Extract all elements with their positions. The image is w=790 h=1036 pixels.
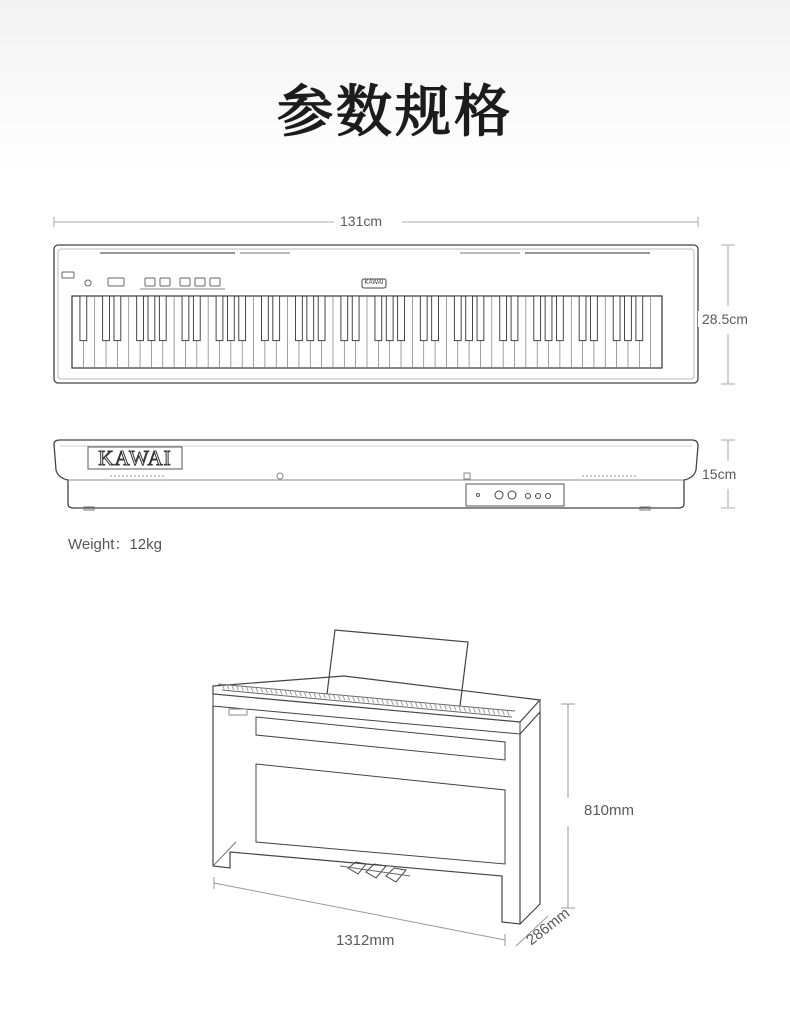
stand-key-line bbox=[454, 706, 456, 711]
piano-depth-label: 28.5cm bbox=[698, 311, 752, 327]
kawai-small-logo: KAWAI bbox=[364, 280, 384, 286]
black-key bbox=[591, 296, 598, 341]
black-key bbox=[613, 296, 620, 341]
stand-key-line bbox=[367, 698, 369, 703]
black-key bbox=[375, 296, 382, 341]
black-key bbox=[227, 296, 234, 341]
stand-key-line bbox=[401, 701, 403, 706]
black-key bbox=[182, 296, 189, 341]
weight-label: Weight：12kg bbox=[68, 536, 162, 553]
stand-height-label: 810mm bbox=[580, 802, 638, 819]
stand-key-line bbox=[420, 702, 422, 707]
stand-key-line bbox=[464, 707, 466, 712]
black-key bbox=[296, 296, 303, 341]
stand-key-line bbox=[507, 711, 509, 716]
stand-key-line bbox=[353, 696, 355, 701]
stand-key-line bbox=[502, 710, 504, 715]
black-key bbox=[307, 296, 314, 341]
piano-width-label: 131cm bbox=[336, 213, 386, 229]
stand-key-line bbox=[488, 709, 490, 714]
stand-key-line bbox=[382, 699, 384, 704]
piano-height-label: 15cm bbox=[698, 466, 740, 482]
stand-key-line bbox=[498, 710, 500, 715]
black-key bbox=[420, 296, 427, 341]
black-key bbox=[114, 296, 121, 341]
black-key bbox=[500, 296, 507, 341]
black-key bbox=[534, 296, 541, 341]
black-key bbox=[386, 296, 393, 341]
black-key bbox=[261, 296, 268, 341]
stand-key-line bbox=[459, 706, 461, 711]
stand-key-line bbox=[478, 708, 480, 713]
stand-key-line bbox=[430, 703, 432, 708]
black-key bbox=[454, 296, 461, 341]
black-key bbox=[103, 296, 110, 341]
black-key bbox=[352, 296, 359, 341]
black-key bbox=[477, 296, 484, 341]
stand-key-line bbox=[425, 703, 427, 708]
black-key bbox=[466, 296, 473, 341]
top-view-drawing bbox=[54, 217, 735, 384]
black-key bbox=[239, 296, 246, 341]
stand-drawing bbox=[213, 630, 575, 946]
stand-key-line bbox=[377, 698, 379, 703]
stand-key-line bbox=[473, 707, 475, 712]
stand-width-label: 1312mm bbox=[332, 932, 398, 949]
stand-depth-label: 286mm bbox=[523, 904, 574, 949]
stand-key-line bbox=[493, 709, 495, 714]
black-key bbox=[193, 296, 200, 341]
stand-key-line bbox=[435, 704, 437, 709]
stand-key-line bbox=[372, 698, 374, 703]
stand-key-line bbox=[357, 697, 359, 702]
black-key bbox=[148, 296, 155, 341]
stand-key-line bbox=[444, 705, 446, 710]
black-key bbox=[341, 296, 348, 341]
stand-key-line bbox=[386, 699, 388, 704]
stand-key-line bbox=[415, 702, 417, 707]
black-key bbox=[636, 296, 643, 341]
page-title: 参数规格 bbox=[277, 80, 513, 145]
black-key bbox=[159, 296, 166, 341]
stand-key-line bbox=[449, 705, 451, 710]
black-key bbox=[216, 296, 223, 341]
stand-key-line bbox=[362, 697, 364, 702]
stand-key-line bbox=[483, 708, 485, 713]
stand-key-line bbox=[469, 707, 471, 712]
black-key bbox=[556, 296, 563, 341]
black-key bbox=[625, 296, 632, 341]
stand-key-line bbox=[440, 704, 442, 709]
black-key bbox=[545, 296, 552, 341]
stand-key-line bbox=[391, 700, 393, 705]
black-key bbox=[579, 296, 586, 341]
black-key bbox=[137, 296, 144, 341]
stand-key-line bbox=[406, 701, 408, 706]
black-key bbox=[432, 296, 439, 341]
stand-key-line bbox=[396, 700, 398, 705]
stand-key-line bbox=[411, 702, 413, 707]
black-key bbox=[398, 296, 405, 341]
stand-key-line bbox=[348, 696, 350, 701]
top-keyboard bbox=[80, 296, 651, 368]
black-key bbox=[318, 296, 325, 341]
black-key bbox=[273, 296, 280, 341]
black-key bbox=[511, 296, 518, 341]
black-key bbox=[80, 296, 87, 341]
kawai-logo: KAWAI bbox=[98, 446, 172, 470]
